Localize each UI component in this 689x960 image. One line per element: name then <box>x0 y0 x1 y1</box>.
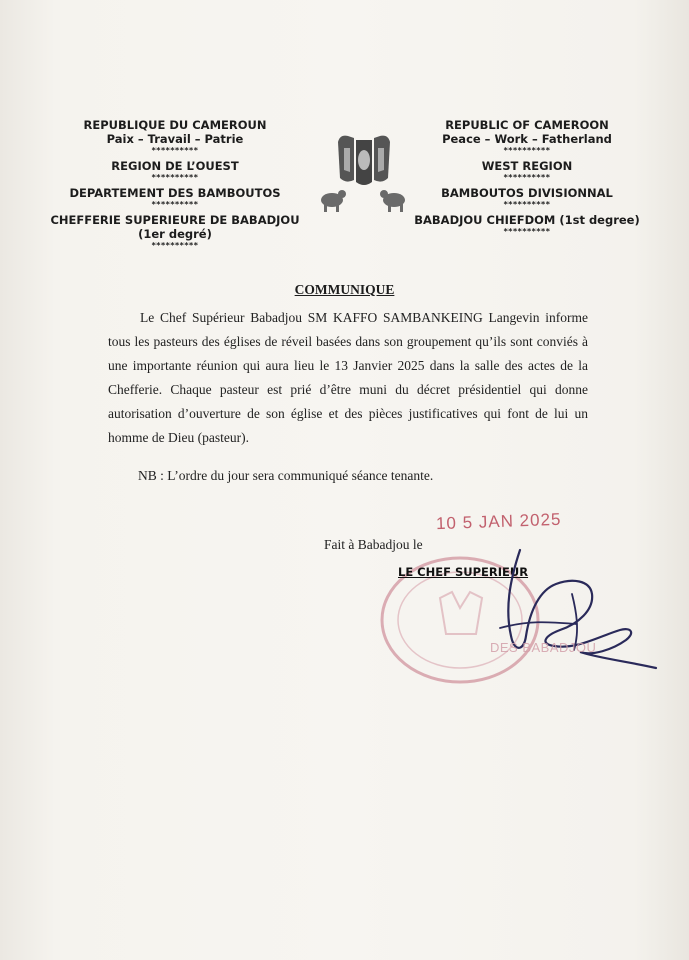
header-right <box>392 118 662 236</box>
separator-stars: ********** <box>503 146 551 155</box>
signatory-title: LE CHEF SUPERIEUR <box>398 565 529 579</box>
communique-body <box>108 306 588 450</box>
division-en: BAMBOUTOS DIVISIONNAL <box>441 186 613 200</box>
separator-stars: ********** <box>151 200 199 209</box>
department-fr: DEPARTEMENT DES BAMBOUTOS <box>69 186 281 200</box>
separator-stars: ********** <box>503 173 551 182</box>
communique-title: COMMUNIQUE <box>294 282 395 297</box>
motto-en: Peace – Work – Fatherland <box>442 132 612 146</box>
place-and-date-label: Fait à Babadjou le <box>324 537 423 552</box>
date-stamp: 10 5 JAN 2025 <box>435 509 562 534</box>
country-name-fr: REPUBLIQUE DU CAMEROUN <box>83 118 267 132</box>
region-fr: REGION DE L’OUEST <box>111 159 239 173</box>
handwritten-signature-icon <box>480 540 660 680</box>
chiefdom-en: BABADJOU CHIEFDOM (1st degree) <box>414 213 640 227</box>
nb-note: NB : L’ordre du jour sera communiqué séance tenante. <box>138 468 434 483</box>
body-paragraph: Le Chef Supérieur Babadjou SM KAFFO SAMBANKEING Langevin informe tous les pasteurs des églises de réveil basées dans son groupement qu’ils sont conviés à une importante réunion qui aura lieu le 13 Janvier 2025 dans la salle des actes de la Chefferie. Chaque pasteur est prié d’être muni du décret présidentiel qui donne autorisation d’ouverture de son église et des pièces justificatives qui font de lui un homme de Dieu (pasteur). <box>108 310 588 445</box>
seal-text: DES BABADJOU <box>490 640 597 655</box>
motto-fr: Paix – Travail – Patrie <box>106 132 244 146</box>
separator-stars: ********** <box>151 146 199 155</box>
chiefdom-fr: CHEFFERIE SUPERIEURE DE BABADJOU <box>50 213 300 227</box>
degree-fr: (1er degré) <box>138 227 212 241</box>
separator-stars: ********** <box>151 173 199 182</box>
separator-stars: ********** <box>151 241 199 250</box>
header-left <box>40 118 310 250</box>
country-name-en: REPUBLIC OF CAMEROON <box>445 118 609 132</box>
separator-stars: ********** <box>503 227 551 236</box>
region-en: WEST REGION <box>481 159 573 173</box>
separator-stars: ********** <box>503 200 551 209</box>
document-title <box>0 282 689 298</box>
